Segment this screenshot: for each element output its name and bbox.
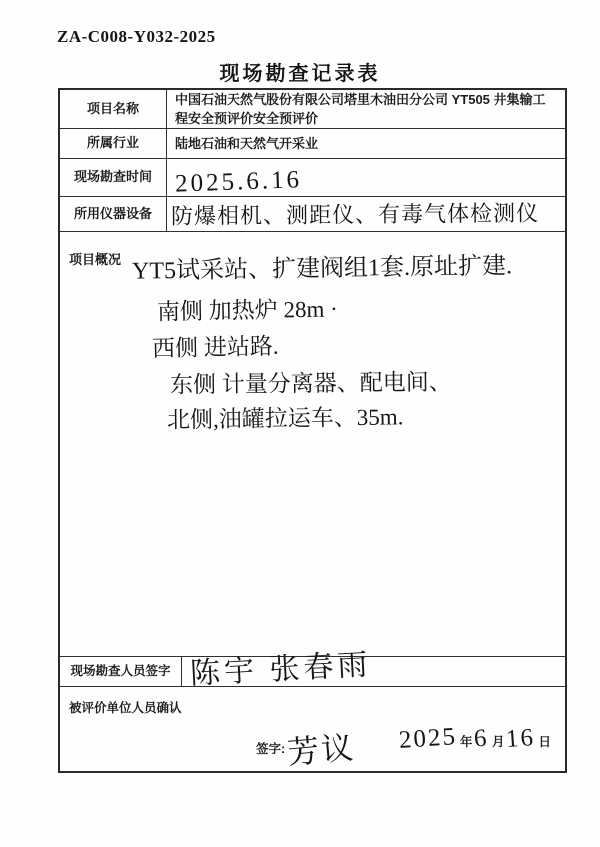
table-row-instruments	[60, 197, 565, 232]
industry-value: 陆地石油和天然气开采业	[175, 135, 319, 151]
handwritten-day: 16	[505, 724, 537, 753]
day-suffix-label: 日	[538, 735, 551, 749]
table-row-project-name	[60, 90, 565, 129]
month-suffix-label: 月	[491, 735, 505, 749]
sign-word-label: 签字:	[256, 742, 286, 756]
surveyor-signature-cell	[182, 648, 565, 691]
instruments-handwritten-value: 防爆相机、测距仪、有毒气体检测仪	[170, 199, 540, 229]
overview-handwritten-line: 南侧 加热炉 28m ·	[156, 296, 339, 325]
instruments-label: 所用仪器设备	[60, 197, 167, 231]
survey-record-table	[58, 88, 567, 773]
confirmation-sign-area	[256, 729, 357, 771]
surveyor-handwritten-signature: 陈宇 张春雨	[189, 648, 373, 691]
unit-confirmation-label: 被评价单位人员确认	[69, 701, 182, 715]
page-title: 现场勘查记录表	[219, 63, 381, 85]
overview-handwritten-line: 北侧,油罐拉运车、35m.	[166, 404, 404, 433]
table-row-survey-time	[60, 159, 565, 197]
industry-label: 所属行业	[60, 129, 167, 158]
overview-handwritten-line: 西侧 进站路.	[151, 333, 279, 362]
project-name-value: 中国石油天然气股份有限公司塔里木油田分公司 YT505 井集输工程安全预评价安全预评价	[175, 91, 546, 126]
confirmation-date	[399, 725, 553, 753]
confirmation-handwritten-signature: 芳议	[285, 729, 357, 771]
table-row-project-overview	[60, 232, 565, 657]
overview-handwritten-line: 东侧 计量分离器、配电间、	[169, 369, 452, 398]
year-suffix-label: 年	[459, 735, 473, 749]
project-overview-label: 项目概况	[69, 252, 122, 267]
handwritten-year: 2025	[398, 723, 458, 754]
table-row-unit-confirmation	[60, 687, 565, 773]
survey-time-label: 现场勘查时间	[60, 159, 167, 196]
table-row-surveyor-signature	[60, 648, 565, 691]
project-name-label: 项目名称	[60, 90, 167, 128]
handwritten-month: 6	[473, 724, 490, 753]
document-number: ZA-C008-Y032-2025	[57, 27, 216, 46]
overview-handwritten-line: YT5试采站、扩建阀组1套.原址扩建.	[131, 253, 513, 285]
survey-time-handwritten-value: 2025.6.16	[174, 165, 303, 198]
surveyor-signature-label: 现场勘查人员签字	[60, 657, 182, 686]
